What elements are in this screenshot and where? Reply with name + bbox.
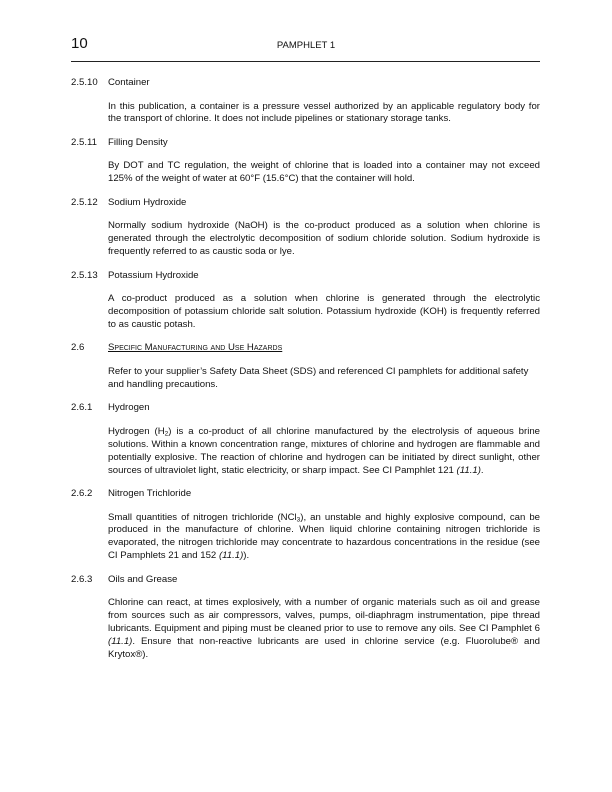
section-title: Potassium Hydroxide [108, 269, 199, 281]
body-text: Small quantities of nitrogen trichloride (NCl [108, 511, 297, 523]
document-body [71, 77, 540, 672]
section-2-5-10 [71, 77, 540, 126]
section-title: Container [108, 77, 150, 88]
section-title: Sodium Hydroxide [108, 196, 187, 208]
section-heading [71, 77, 540, 90]
section-2-6-2 [71, 488, 540, 563]
section-number: 2.6.3 [71, 573, 93, 585]
section-number: 2.5.11 [71, 136, 97, 148]
section-2-5-12 [71, 197, 540, 259]
section-title: Specific Manufacturing and Use Hazards [108, 342, 283, 354]
section-2-5-13 [71, 270, 540, 332]
section-title: Filling Density [108, 136, 168, 148]
section-number: 2.6.1 [71, 402, 93, 414]
section-body: A co-product produced as a solution when chlorine is generated through the electrolytic decomposition of potassium chloride salt solution. Potassium hydroxide (KOH) is frequently referred to as caustic potash. [108, 293, 540, 330]
section-heading [71, 270, 540, 283]
body-text: ), an unstable and highly explosive compound, can be produced in the manufacture of chlorine. When liquid chlorine containing nitrogen trichloride is evaporated, the nitrogen trichloride may concentrate to hazardous concentrations in the residue (see CI Pamphlets 21 and 152 [108, 511, 540, 562]
section-body: Refer to your supplier’s Safety Data Sheet (SDS) and referenced CI pamphlets for additional safety and handling precautions. [108, 365, 529, 390]
section-heading [71, 342, 540, 355]
reference-citation: (11.1) [456, 464, 481, 476]
section-heading [71, 488, 540, 501]
body-text: . [480, 464, 484, 476]
page-number: 10 [71, 35, 88, 52]
section-body [108, 426, 540, 478]
section-number: 2.5.10 [71, 77, 98, 88]
section-body: In this publication, a container is a pressure vessel authorized by an applicable regulatory body for the transport of chlorine. It does not include pipelines or stationary storage tanks. [108, 100, 540, 125]
subscript: 2 [164, 430, 169, 438]
body-text: ). [243, 550, 250, 562]
section-2-6 [71, 342, 540, 391]
section-2-6-3 [71, 574, 540, 662]
section-number: 2.5.13 [71, 269, 98, 281]
running-header: PAMPHLET 1 [276, 40, 336, 51]
section-heading [71, 574, 540, 587]
section-body [108, 512, 540, 564]
section-title: Oils and Grease [108, 573, 178, 585]
section-heading [71, 402, 540, 415]
section-title: Hydrogen [108, 402, 150, 414]
section-2-5-11 [71, 137, 540, 186]
subscript: 3 [296, 516, 301, 524]
section-title: Nitrogen Trichloride [108, 488, 192, 500]
body-text: . Ensure that non-reactive lubricants are used in chlorine service (e.g. Fluorolube® and Krytox®). [108, 636, 540, 660]
section-body: Normally sodium hydroxide (NaOH) is the co-product produced as a solution when chlorine is generated through the electrolytic decomposition of sodium chloride solution. Sodium hydroxide is frequently referred to as caustic soda or lye. [108, 220, 540, 258]
section-number: 2.5.12 [71, 196, 98, 208]
section-heading [71, 137, 540, 150]
body-text: Hydrogen (H [108, 425, 165, 437]
reference-citation: (11.1) [108, 636, 133, 647]
reference-citation: (11.1) [218, 550, 244, 562]
section-body: By DOT and TC regulation, the weight of chlorine that is loaded into a container may not exceed 125% of the weight of water at 60°F (15.6°C) that the container will hold. [108, 160, 540, 185]
body-text: ) is a co-product of all chlorine manufactured by the electrolysis of aqueous brine solutions. Within a known concentration range, mixtures of chlorine and hydrogen are flammable and potentially explosive. The reaction of chlorine and hydrogen can be initiated by direct sunlight, other sources of ultraviolet light, static electricity, or sharp impact. See CI Pamphlet 121 [108, 425, 541, 476]
section-heading [71, 197, 540, 210]
section-2-6-1 [71, 402, 540, 477]
body-text: Chlorine can react, at times explosively, with a number of organic materials such as oil and grease from sources such as air compressors, valves, pumps, oil-diaphragm instrumentation, pipe thread lubricants. Equipment and piping must be cleaned prior to use to remove any oils. See CI Pamphlet 6 [108, 597, 540, 635]
section-body [108, 597, 540, 662]
section-number: 2.6 [71, 342, 85, 354]
header-rule [71, 61, 540, 62]
section-number: 2.6.2 [71, 488, 93, 500]
